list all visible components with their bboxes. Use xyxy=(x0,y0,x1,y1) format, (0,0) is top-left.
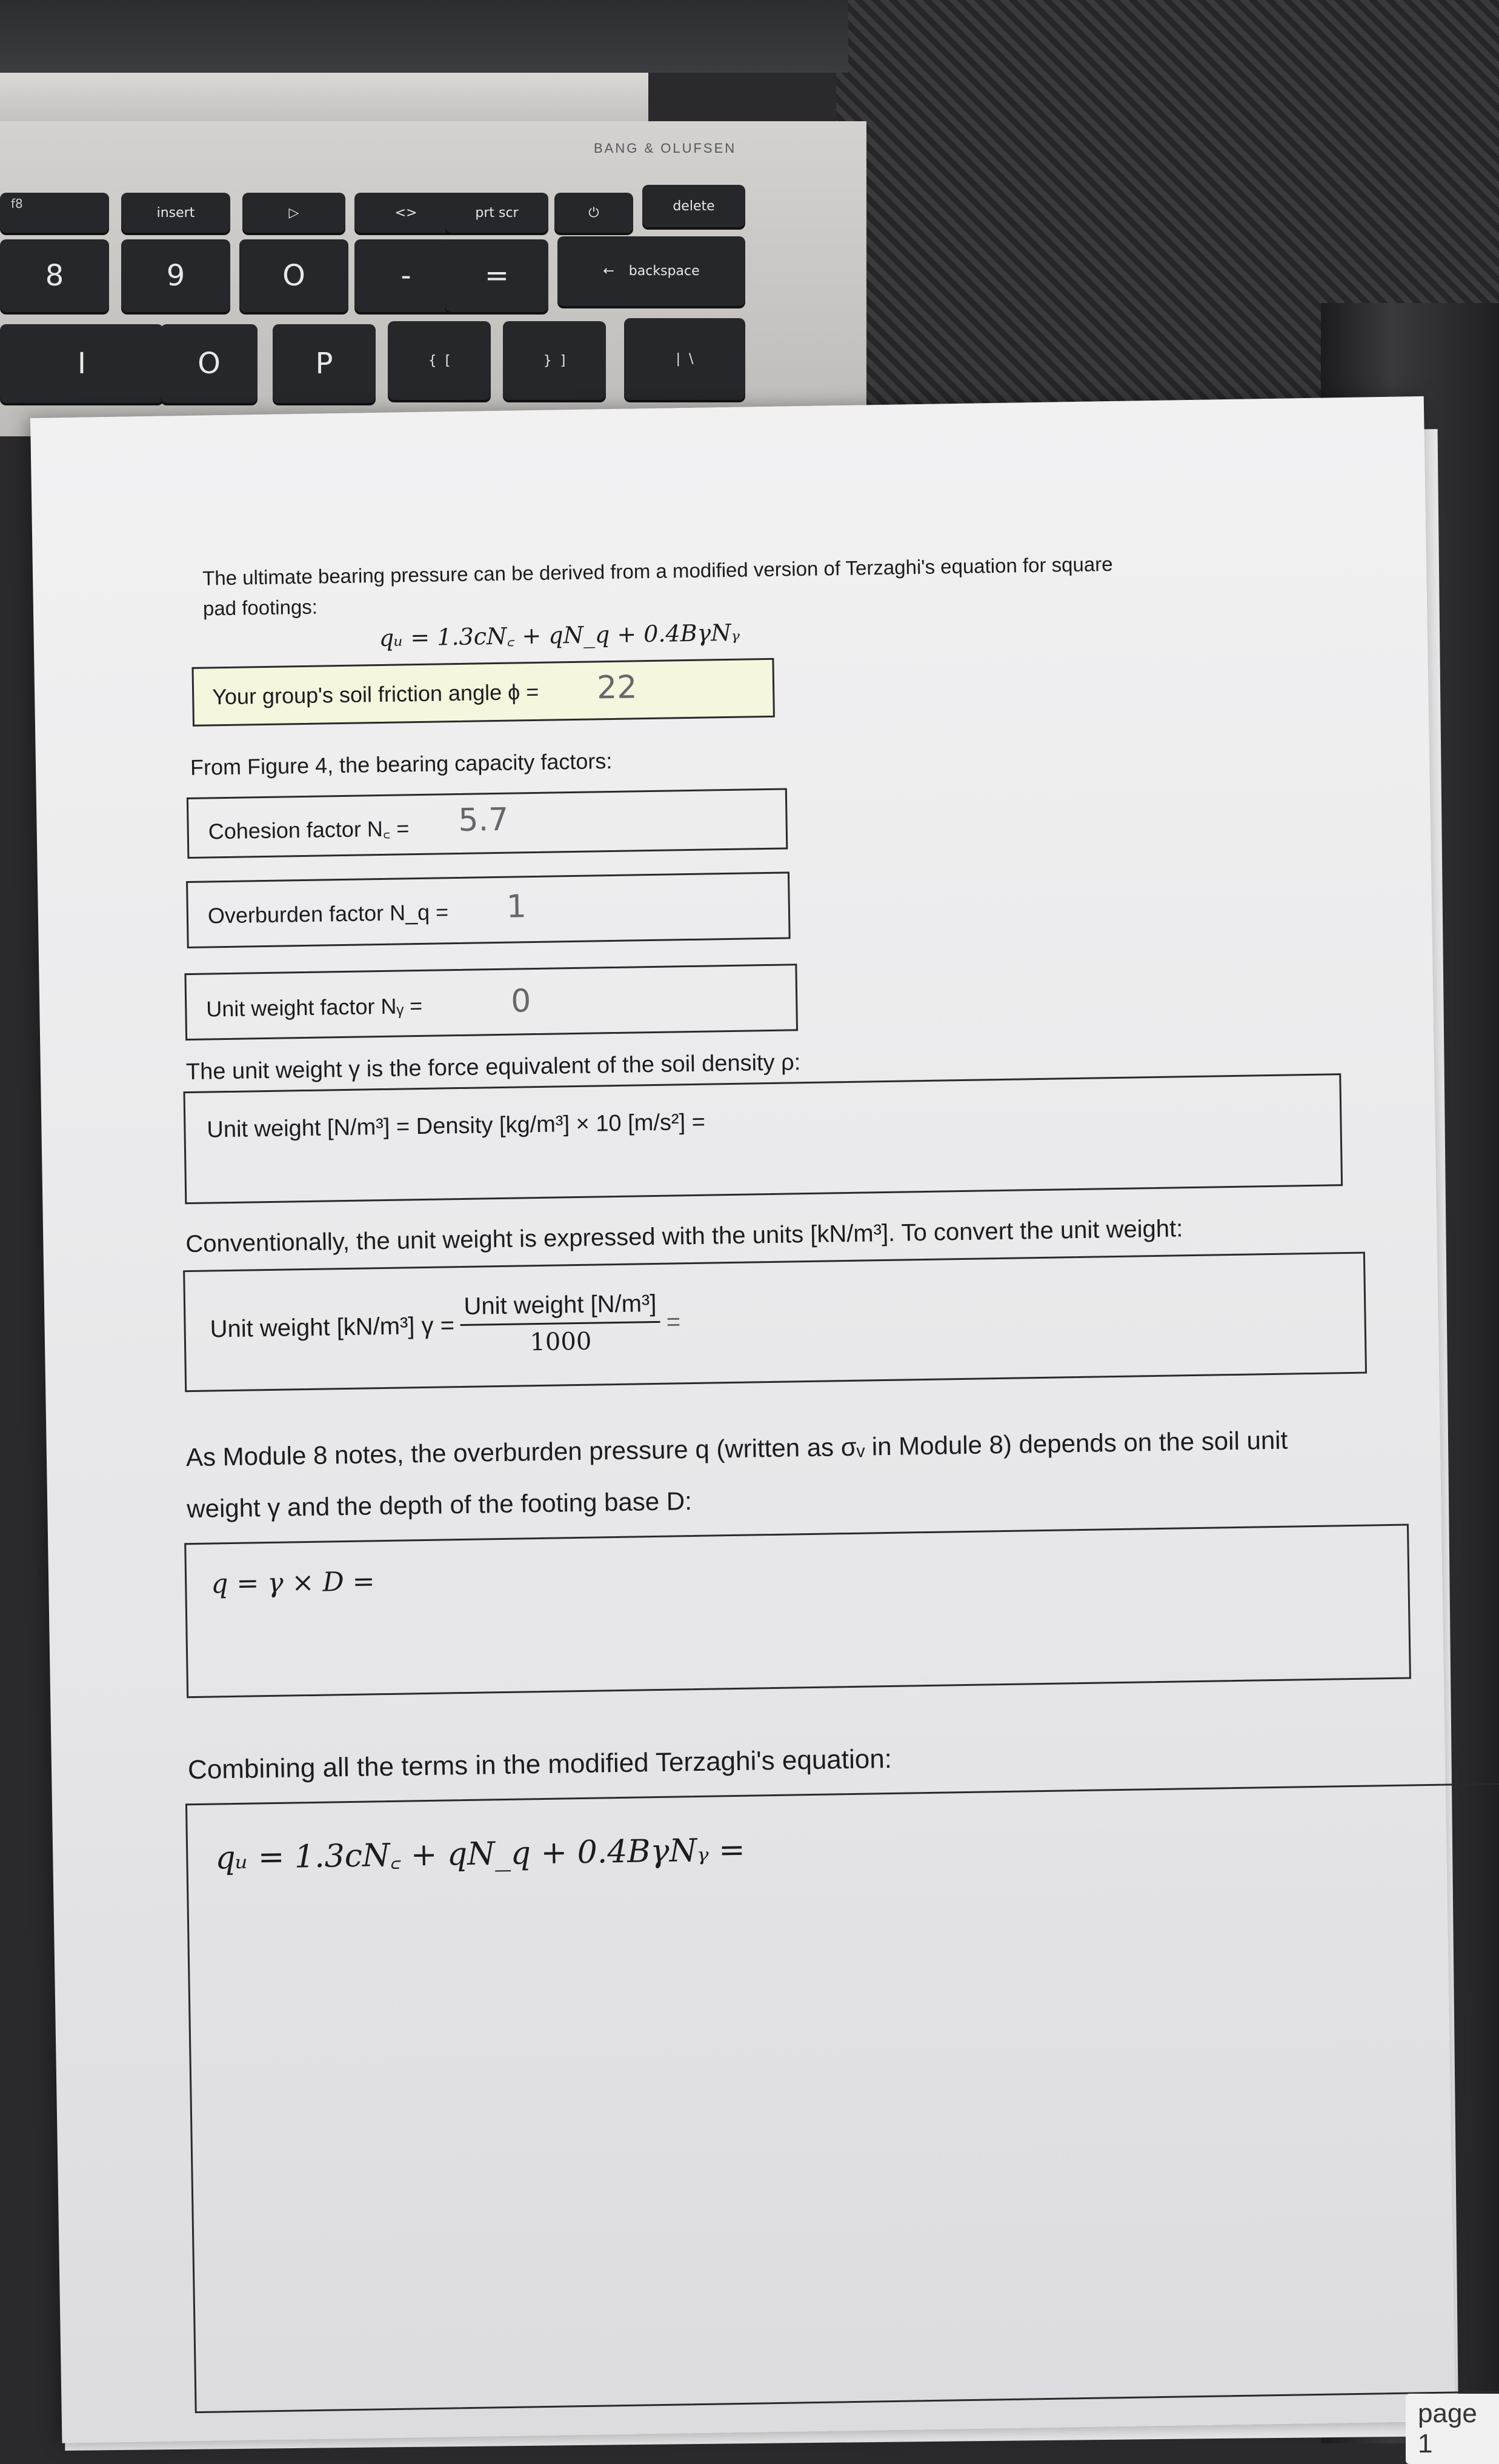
media-icon: ▷ xyxy=(288,205,299,221)
power-icon: ⏻ xyxy=(588,205,599,221)
key-minus[interactable]: - xyxy=(354,239,457,312)
convert-equals: = xyxy=(666,1308,681,1336)
unit-weight-factor-box[interactable] xyxy=(184,964,798,1041)
convert-lhs: Unit weight [kN/m³] γ = xyxy=(210,1311,455,1343)
key-backslash[interactable]: | \ xyxy=(624,318,745,400)
friction-angle-box[interactable] xyxy=(191,658,774,727)
cohesion-factor-value: 5.7 xyxy=(458,801,509,839)
laptop-brand: BANG & OLUFSEN xyxy=(594,141,737,156)
worksheet-page xyxy=(30,396,1455,2443)
key-f11[interactable] xyxy=(354,193,457,233)
cohesion-factor-box[interactable] xyxy=(187,788,788,859)
key-i[interactable]: I xyxy=(0,324,164,403)
intro-line-2: pad footings: xyxy=(202,595,318,620)
convert-unit-weight-box[interactable] xyxy=(183,1252,1367,1393)
key-f8[interactable]: f8 xyxy=(0,193,109,233)
terzaghi-equation: qᵤ = 1.3cN꜀ + qN_q + 0.4BγNᵧ xyxy=(379,619,740,651)
unit-weight-formula: Unit weight [N/m³] = Density [kg/m³] × 10 [m/s²] = xyxy=(207,1109,706,1143)
page-label: page 1 xyxy=(1406,2394,1499,2464)
unit-weight-factor-label: Unit weight factor Nᵧ = xyxy=(206,993,423,1022)
key-0[interactable]: O xyxy=(239,239,348,312)
convert-numerator: Unit weight [N/m³] xyxy=(460,1290,660,1326)
key-8[interactable]: 8 xyxy=(0,239,109,312)
unit-weight-intro: The unit weight γ is the force equivalent of the soil density ρ: xyxy=(185,1050,801,1085)
backspace-arrow-icon: ← xyxy=(603,264,614,279)
overburden-factor-box[interactable] xyxy=(186,871,791,948)
key-p[interactable]: P xyxy=(273,324,376,403)
key-backspace[interactable]: ← backspace xyxy=(557,236,745,306)
module-note-line-1: As Module 8 notes, the overburden pressure q (written as σᵥ in Module 8) depends on the soil unit xyxy=(185,1425,1288,1472)
combined-formula: qᵤ = 1.3cN꜀ + qN_q + 0.4BγNᵧ = xyxy=(214,1831,746,1877)
friction-angle-value: 22 xyxy=(596,669,637,707)
module-note-line-2: weight γ and the depth of the footing base D: xyxy=(186,1487,693,1523)
projector-icon: <> xyxy=(394,205,417,221)
key-power[interactable] xyxy=(554,193,633,233)
unit-weight-factor-value: 0 xyxy=(510,983,531,1020)
key-insert[interactable]: insert xyxy=(121,193,230,233)
figure-intro: From Figure 4, the bearing capacity factors: xyxy=(190,748,613,780)
overburden-factor-label: Overburden factor N_q = xyxy=(207,899,449,928)
friction-angle-label: Your group's soil friction angle ϕ = xyxy=(211,679,539,710)
key-o[interactable]: O xyxy=(161,324,258,403)
key-f10[interactable] xyxy=(242,193,345,233)
laptop-hinge xyxy=(0,73,648,121)
convention-text: Conventionally, the unit weight is expressed with the units [kN/m³]. To convert the unit weight: xyxy=(185,1215,1183,1258)
q-formula: q = γ × D = xyxy=(210,1566,375,1600)
combine-text: Combining all the terms in the modified Terzaghi's equation: xyxy=(187,1743,892,1785)
key-9[interactable]: 9 xyxy=(121,239,230,312)
convert-fraction xyxy=(460,1290,660,1357)
key-prt-scr[interactable]: prt scr xyxy=(445,193,548,233)
convert-formula xyxy=(210,1290,681,1361)
intro-line-1: The ultimate bearing pressure can be derived from a modified version of Terzaghi's equation for square xyxy=(202,552,1113,590)
cohesion-factor-label: Cohesion factor N꜀ = xyxy=(208,816,410,844)
laptop-screen-bezel xyxy=(0,0,848,73)
key-equals[interactable]: = xyxy=(445,239,548,312)
convert-denominator: 1000 xyxy=(530,1327,592,1357)
key-bracket-open[interactable]: { [ xyxy=(388,321,491,400)
key-delete[interactable]: delete xyxy=(642,185,745,227)
overburden-factor-value: 1 xyxy=(506,888,527,925)
combined-answer-box[interactable] xyxy=(185,1783,1499,2413)
overburden-pressure-box[interactable] xyxy=(184,1523,1411,1698)
key-bracket-close[interactable]: } ] xyxy=(503,321,606,400)
unit-weight-box[interactable] xyxy=(183,1073,1343,1204)
